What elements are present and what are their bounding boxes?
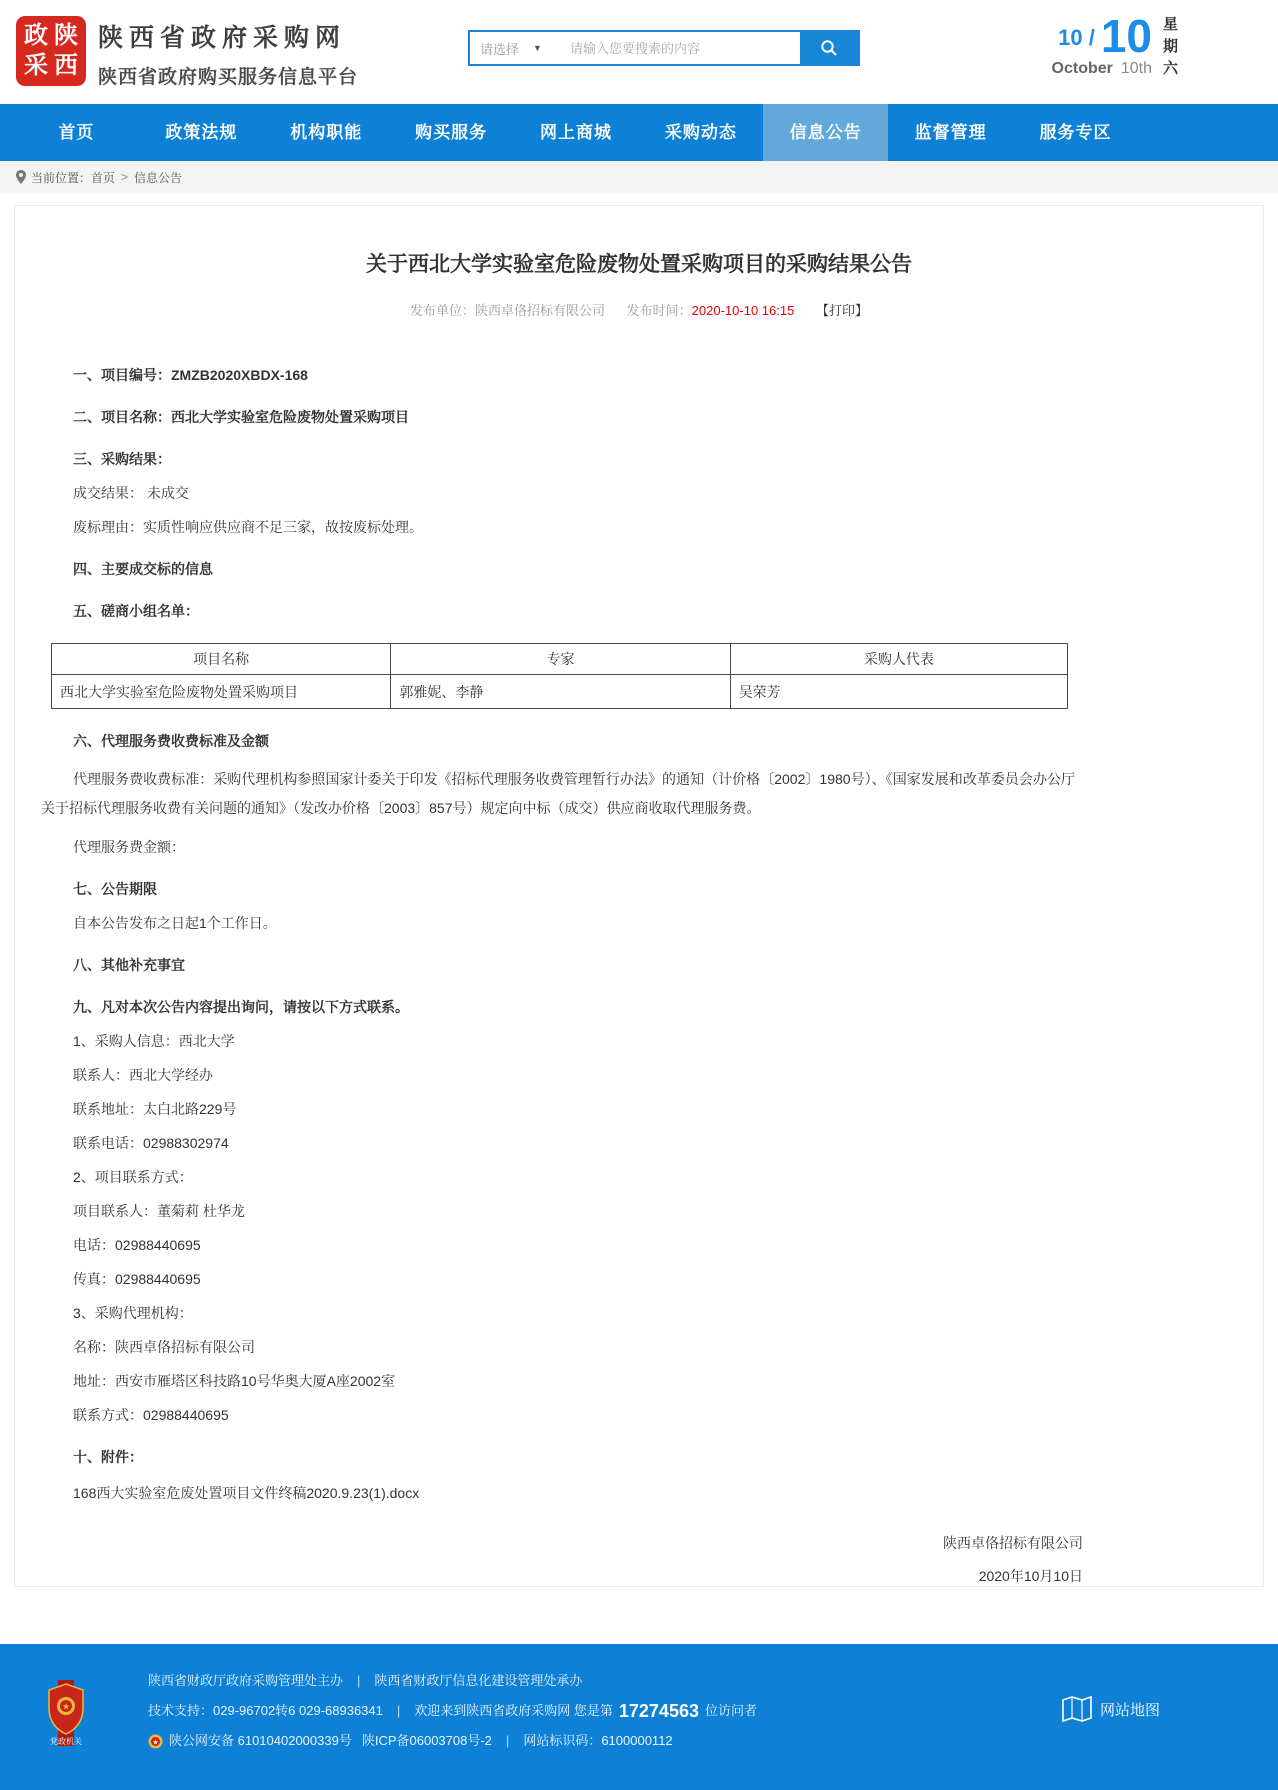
body-line-agency-header: 3、采购代理机构： — [73, 1305, 193, 1321]
signature-date: 2020年10月10日 — [978, 1568, 1083, 1584]
footer-tech-support: 技术支持：029-96702转6 029-68936341 — [148, 1703, 383, 1718]
main-nav — [0, 104, 1278, 161]
body-line-agency-phone: 联系方式：02988440695 — [73, 1407, 229, 1423]
body-line-rejection-reason: 废标理由：实质性响应供应商不足三家，故按废标处理。 — [73, 519, 423, 535]
body-line-project-contact-header: 2、项目联系方式： — [73, 1169, 193, 1185]
body-line-project-phone: 电话：02988440695 — [73, 1237, 201, 1253]
body-line-purchaser: 1、采购人信息：西北大学 — [73, 1033, 235, 1049]
body-line-fee-amount: 代理服务费金额： — [73, 839, 185, 855]
body-line-contact-person: 联系人：西北大学经办 — [73, 1067, 213, 1083]
site-identifier-code: 网站标识码：6100000112 — [523, 1733, 673, 1748]
cell-project-name: 西北大学实验室危险废物处置采购项目 — [52, 675, 391, 709]
svg-text:★: ★ — [61, 1701, 71, 1712]
chevron-down-icon: ▼ — [533, 43, 542, 53]
cell-experts: 郭雅妮、李静 — [391, 675, 730, 709]
date-month-name: October — [1051, 60, 1113, 77]
publisher: 发布单位：陕西卓佫招标有限公司 — [410, 303, 606, 318]
footer-sponsor-main: 陕西省财政厅政府采购管理处主办 — [148, 1673, 344, 1688]
section-heading-deal-info: 四、主要成交标的信息 — [73, 561, 213, 577]
body-line-agency-name: 名称：陕西卓佫招标有限公司 — [73, 1339, 255, 1355]
footer-line-sponsors — [148, 1666, 757, 1696]
article-body — [41, 365, 1075, 1503]
footer-info — [148, 1666, 757, 1756]
cell-purchaser-rep: 吴荣芳 — [730, 675, 1067, 709]
breadcrumb-current[interactable]: 信息公告 — [134, 170, 183, 185]
page-title: 关于西北大学实验室危险废物处置采购项目的采购结果公告 — [366, 253, 912, 276]
site-subtitle: 陕西省政府购买服务信息平台 — [98, 67, 359, 88]
footer-divider: | — [357, 1673, 361, 1688]
nav-item-purchase-service[interactable]: 购买服务 — [415, 123, 488, 142]
publish-time: 2020-10-10 16:15 — [691, 303, 795, 318]
signature-company: 陕西卓佫招标有限公司 — [943, 1535, 1083, 1551]
print-button[interactable]: 【打印】 — [815, 303, 868, 318]
nav-item-online-mall[interactable]: 网上商城 — [540, 123, 612, 142]
date-day-number: 10 — [1100, 10, 1152, 62]
negotiation-panel-table — [51, 643, 1068, 709]
logo-char: 采 — [24, 52, 48, 79]
section-heading-project-number: 一、项目编号：ZMZB2020XBDX-168 — [73, 367, 308, 383]
footer-divider: | — [396, 1703, 401, 1718]
date-month-number: 10 / — [1058, 25, 1095, 50]
table-header-row — [52, 644, 1068, 675]
page-footer — [0, 1644, 1278, 1790]
date-weekday: 星期六 — [1161, 16, 1178, 82]
section-heading-project-name: 二、项目名称：西北大学实验室危险废物处置采购项目 — [73, 409, 409, 425]
body-line-agency-address: 地址：西安市雁塔区科技路10号华奥大厦A座2002室 — [73, 1373, 396, 1389]
sitemap-link[interactable] — [1062, 1696, 1160, 1722]
publish-time-label: 发布时间： — [626, 303, 692, 318]
page-header — [0, 0, 1278, 104]
date-widget — [1051, 10, 1152, 78]
body-line-project-fax: 传真：02988440695 — [73, 1271, 201, 1287]
sitemap-icon — [1062, 1696, 1092, 1722]
breadcrumb-home-link[interactable]: 首页 — [91, 170, 116, 185]
table-header-project-name: 项目名称 — [52, 644, 391, 675]
section-heading-agency-fee: 六、代理服务费收费标准及金额 — [73, 733, 269, 749]
svg-text:★: ★ — [152, 1738, 159, 1746]
search-category-select[interactable] — [470, 32, 562, 64]
footer-sponsor-secondary: 陕西省财政厅信息化建设管理处承办 — [374, 1673, 583, 1688]
table-header-purchaser-rep: 采购人代表 — [730, 644, 1067, 675]
section-heading-announcement-period: 七、公告期限 — [73, 881, 157, 897]
table-row — [52, 675, 1068, 709]
footer-line-records — [148, 1726, 757, 1756]
footer-line-support — [148, 1696, 757, 1726]
body-line-period: 自本公告发布之日起1个工作日。 — [73, 915, 277, 931]
body-line-project-contact-person: 项目联系人：董菊莉 杜华龙 — [73, 1203, 245, 1219]
section-heading-other-matters: 八、其他补充事宜 — [73, 957, 185, 973]
sitemap-label: 网站地图 — [1099, 1701, 1160, 1719]
site-logo[interactable] — [16, 16, 86, 86]
nav-item-announcements[interactable]: 信息公告 — [763, 104, 888, 161]
public-security-badge-icon — [148, 1734, 163, 1749]
search-button[interactable] — [800, 32, 858, 64]
footer-divider: | — [505, 1733, 510, 1748]
visitor-count: 17274563 — [618, 1701, 699, 1721]
section-heading-result: 三、采购结果： — [73, 451, 171, 467]
icp-record-link[interactable]: 陕ICP备06003708号-2 — [361, 1733, 492, 1748]
body-line-deal-result: 成交结果： 未成交 — [73, 485, 189, 501]
security-record-link[interactable]: 陕公网安备 61010402000339号 — [169, 1733, 352, 1748]
table-header-experts: 专家 — [391, 644, 730, 675]
search-input[interactable] — [562, 32, 800, 64]
government-badge-icon — [40, 1678, 92, 1750]
site-title: 陕西省政府采购网 — [98, 24, 347, 52]
nav-item-policies[interactable]: 政策法规 — [165, 123, 238, 142]
signature-block — [15, 1533, 1083, 1586]
body-line-contact-address: 联系地址：太白北路229号 — [73, 1101, 237, 1117]
nav-item-functions[interactable]: 机构职能 — [290, 123, 363, 142]
body-paragraph-fee-standard: 代理服务费收费标准：采购代理机构参照国家计委关于印发《招标代理服务收费管理暂行办法》的通知（计价格〔2002〕1980号）、《国家发展和改革委员会办公厅关于招标代理服务收费有关问题的通知》（发改办价格〔2003〕857号）规定向中标（成交）供应商收取代理服务费。 — [41, 771, 1075, 816]
nav-item-service-zone[interactable]: 服务专区 — [1039, 123, 1112, 142]
body-line-contact-phone: 联系电话：02988302974 — [73, 1135, 229, 1151]
nav-item-procurement-news[interactable]: 采购动态 — [664, 123, 737, 142]
footer-welcome: 欢迎来到陕西省政府采购网 您是第 — [414, 1703, 613, 1718]
badge-label: 党政机关 — [50, 1737, 82, 1746]
site-titles — [98, 18, 358, 89]
search-select-label: 请选择 — [480, 41, 520, 57]
section-heading-contact: 九、凡对本次公告内容提出询问，请按以下方式联系。 — [73, 999, 409, 1015]
announcement-panel — [14, 205, 1264, 1587]
nav-item-home[interactable]: 首页 — [58, 123, 95, 142]
nav-item-supervision[interactable]: 监督管理 — [914, 123, 987, 142]
logo-char: 陕 — [54, 22, 78, 49]
breadcrumb — [0, 161, 1278, 193]
publish-info — [15, 300, 1263, 319]
footer-visitor-suffix: 位访问者 — [704, 1703, 757, 1718]
breadcrumb-separator: > — [121, 170, 129, 184]
search-bar — [468, 30, 860, 66]
section-heading-panel-list: 五、磋商小组名单： — [73, 603, 199, 619]
logo-char: 政 — [24, 22, 48, 49]
date-day-ordinal: 10th — [1120, 60, 1152, 77]
breadcrumb-label: 当前位置： — [31, 170, 92, 185]
logo-char: 西 — [54, 52, 78, 79]
section-heading-attachment: 十、附件： — [73, 1449, 143, 1465]
attachment-link[interactable]: 168西大实验室危废处置项目文件终稿2020.9.23(1).docx — [73, 1485, 420, 1501]
location-pin-icon — [16, 170, 26, 184]
search-icon — [820, 39, 838, 57]
